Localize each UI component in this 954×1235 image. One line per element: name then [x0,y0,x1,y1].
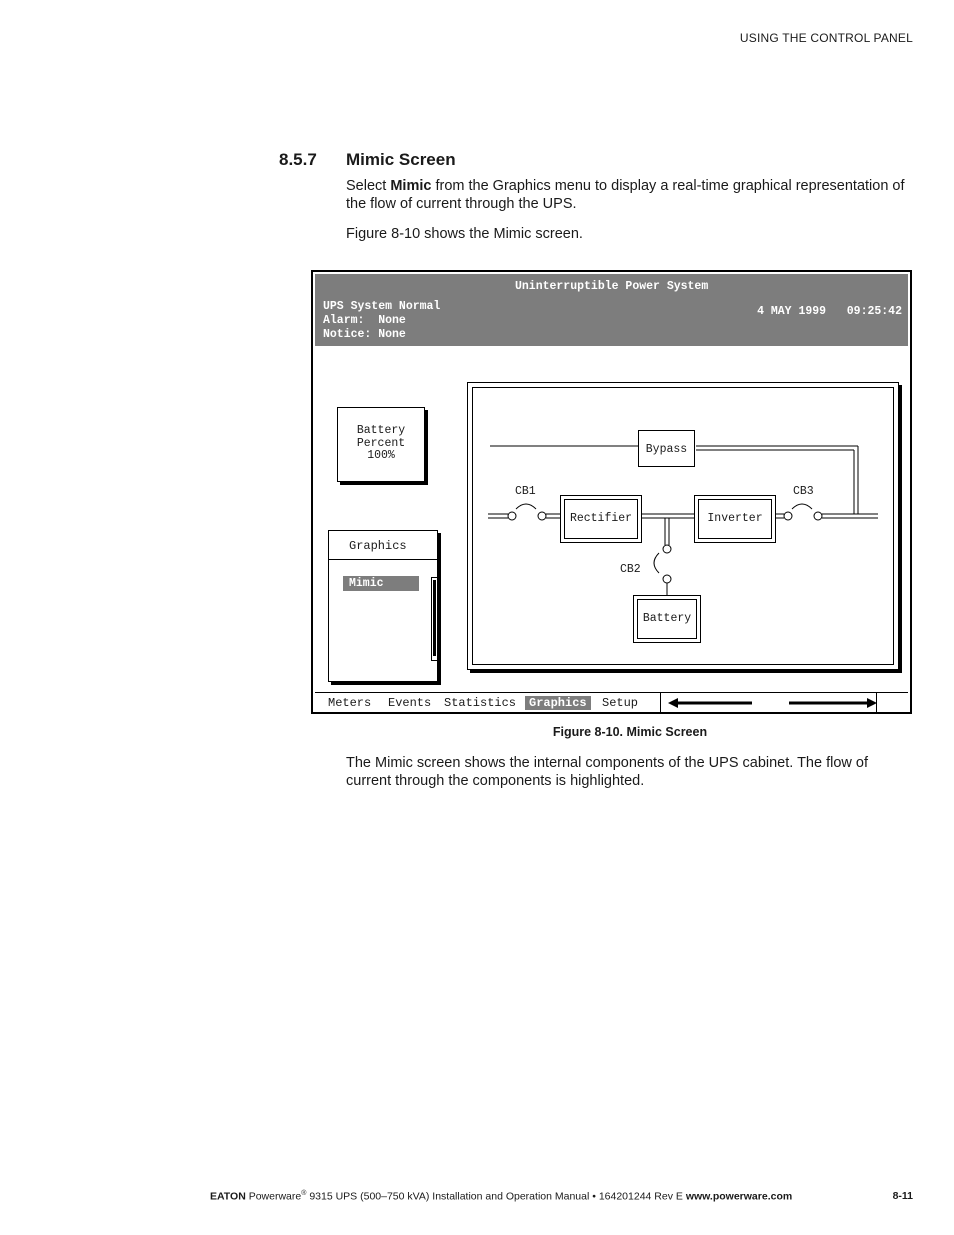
cb3-label: CB3 [793,485,814,498]
page-number: 8-11 [892,1190,913,1202]
notice-status: Notice: None [323,328,406,341]
running-header: USING THE CONTROL PANEL [739,31,913,45]
bypass-block: Bypass [638,430,695,467]
figure-caption: Figure 8-10. Mimic Screen [552,725,708,739]
ups-mimic-screen [311,270,912,714]
cb2-label: CB2 [620,563,641,576]
intro-paragraph: Select Mimic from the Graphics menu to display a real-time graphical representation of the flow of current through the UPS. [346,178,905,212]
menu-divider-right [876,693,877,712]
page-footer: EATON Powerware® 9315 UPS (500–750 kVA) Installation and Operation Manual • 164201244 Rev E www.powerware.com [210,1190,793,1203]
footer-brand: EATON [210,1190,246,1203]
menu-meters[interactable]: Meters [328,696,372,710]
section-number: 8.5.7 [279,150,317,169]
menu-statistics[interactable]: Statistics [444,696,517,710]
cb3-contact-left [784,512,792,520]
cb1-label: CB1 [515,485,536,498]
cb1-switch [516,504,536,509]
mimic-diagram-frame [467,382,899,670]
battery-block [633,595,701,643]
cb3-contact-right [814,512,822,520]
rectifier-label: Rectifier [564,499,638,539]
function-key-bar [315,692,908,713]
cb2-contact-bottom [663,575,671,583]
scroll-left-arrow-icon[interactable] [668,697,758,709]
inverter-block [694,495,776,543]
section-title: Mimic Screen [346,150,456,169]
battery-label: Battery [637,599,697,639]
footer-url: www.powerware.com [685,1190,793,1203]
battery-label-1: Battery [356,424,406,437]
alarm-status: Alarm: None [323,314,406,327]
status-header [315,274,908,346]
scrollbar-thumb[interactable] [433,580,436,656]
mimic-keyword: Mimic [390,178,432,194]
menu-item-mimic[interactable]: Mimic [343,576,419,591]
description-paragraph: The Mimic screen shows the internal components of the UPS cabinet. The flow of current through the components is highlighted. [346,755,868,789]
figure-reference-paragraph: Figure 8-10 shows the Mimic screen. [346,226,583,242]
cb1-contact-left [508,512,516,520]
menu-events[interactable]: Events [388,696,432,710]
battery-percent-value: 100% [367,449,395,462]
screen-title: Uninterruptible Power System [515,280,709,293]
cb2-switch [654,553,659,573]
menu-setup[interactable]: Setup [602,696,639,710]
cb3-switch [792,504,812,509]
scroll-right-arrow-icon[interactable] [787,697,877,709]
menu-divider-left [660,693,661,712]
menu-graphics[interactable]: Graphics [525,696,591,710]
graphics-menu-title: Graphics [329,531,437,560]
graphics-menu-panel [328,530,438,682]
battery-percent-box [337,407,425,482]
cb2-contact-top [663,545,671,553]
date-time: 4 MAY 1999 09:25:42 [757,305,902,318]
battery-label-2: Percent [356,436,406,450]
menu-scrollbar[interactable] [431,577,438,661]
rectifier-block [560,495,642,543]
inverter-label: Inverter [698,499,772,539]
system-status: UPS System Normal [323,300,441,313]
cb1-contact-right [538,512,546,520]
